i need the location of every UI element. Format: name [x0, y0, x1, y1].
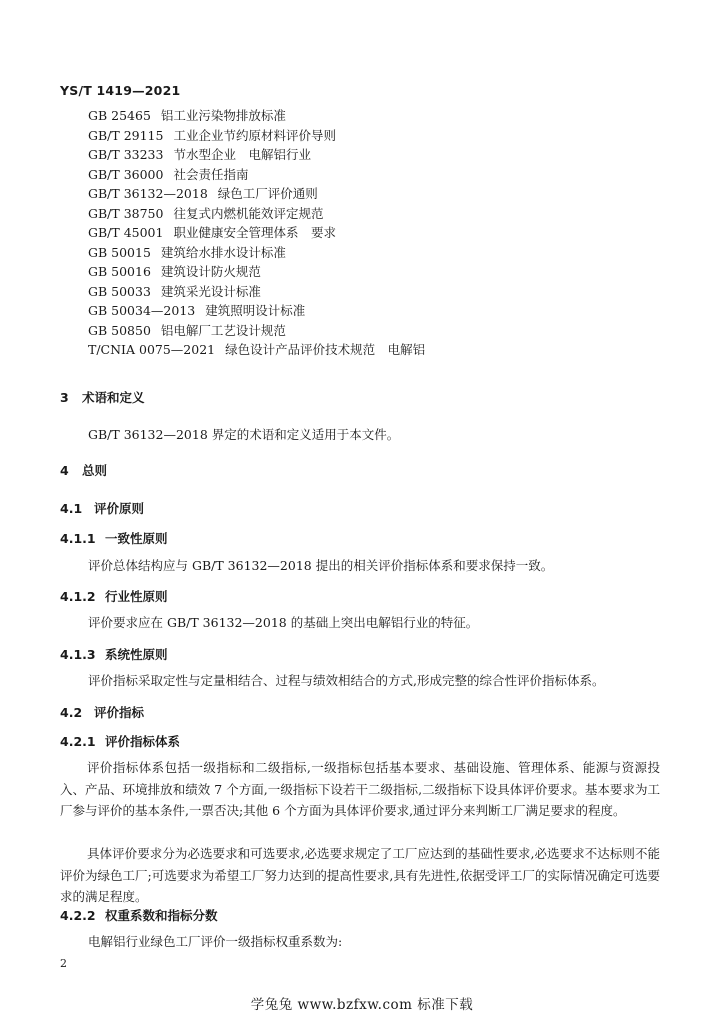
section-4-1-2-heading: [60, 587, 168, 605]
reference-item: [88, 282, 425, 302]
footer-watermark: 学兔兔 www.bzfxw.com 标准下载: [250, 997, 474, 1013]
reference-code: GB/T 29115: [88, 127, 164, 143]
page-number: 2: [60, 957, 67, 970]
standard-code-header: YS/T 1419—2021: [60, 83, 181, 98]
reference-code: T/CNIA 0075—2021: [88, 342, 216, 357]
section-4-1-heading: [60, 499, 144, 517]
reference-title: 建筑采光设计标准: [160, 283, 261, 299]
section-number: 4.1.2: [60, 589, 96, 604]
reference-item: [88, 165, 425, 185]
section-4-2-1-paragraph-1: 评价指标体系包括一级指标和二级指标,一级指标包括基本要求、基础设施、管理体系、能源与资源投入、产品、环境排放和绩效 7 个方面,一级指标下设若干二级指标,二级指标下设具体评价要求。基本要求为工厂参与评价的基本条件,一票否决;其他 6 个方面为具体评价要求,通过评分来判断工厂满足要求的程度。: [60, 760, 660, 818]
section-title: 评价指标体系: [105, 734, 181, 749]
reference-code: GB 50033: [88, 283, 151, 299]
reference-item: [88, 204, 425, 224]
reference-code: GB 50850: [88, 322, 151, 338]
section-number: 4.2: [60, 705, 83, 720]
section-title: 评价原则: [94, 501, 145, 516]
reference-item: [88, 243, 425, 263]
reference-title: 工业企业节约原材料评价导则: [173, 127, 336, 143]
reference-code: GB 50034—2013: [88, 303, 196, 318]
section-number: 4.1.1: [60, 531, 96, 546]
reference-code: GB/T 33233: [88, 147, 164, 162]
reference-item: [88, 340, 425, 360]
section-number: 4.1.3: [60, 647, 96, 662]
normative-references-list: [88, 106, 425, 360]
section-number: 3: [60, 390, 69, 405]
reference-code: GB 50015: [88, 244, 151, 260]
section-4-1-3-text: 评价指标采取定性与定量相结合、过程与绩效相结合的方式,形成完整的综合性评价指标体系。: [88, 673, 605, 688]
reference-title: 绿色设计产品评价技术规范 电解铝: [225, 342, 426, 357]
section-3-text: GB/T 36132—2018 界定的术语和定义适用于本文件。: [88, 427, 400, 442]
reference-title: 铝工业污染物排放标准: [160, 108, 286, 123]
section-title: 术语和定义: [82, 390, 145, 405]
reference-title: 往复式内燃机能效评定规范: [173, 205, 324, 221]
reference-item: [88, 301, 425, 321]
section-4-heading: [60, 461, 107, 479]
reference-title: 职业健康安全管理体系 要求: [173, 225, 336, 240]
reference-item: [88, 106, 425, 126]
reference-title: 建筑设计防火规范: [160, 264, 261, 279]
section-number: 4.2.1: [60, 734, 96, 749]
reference-item: [88, 145, 425, 165]
section-4-1-3-heading: [60, 645, 168, 663]
section-4-2-1-paragraph-2: 具体评价要求分为必选要求和可选要求,必选要求规定了工厂应达到的基础性要求,必选要求不达标则不能评价为绿色工厂;可选要求为希望工厂努力达到的提高性要求,具有先进性,依据受评工厂的实际情况确定可选要求的满足程度。: [60, 846, 660, 904]
section-4-1-1-text: 评价总体结构应与 GB/T 36132—2018 提出的相关评价指标体系和要求保持一致。: [88, 558, 554, 573]
section-number: 4: [60, 463, 69, 478]
reference-item: [88, 262, 425, 282]
section-4-2-heading: [60, 703, 144, 721]
section-title: 一致性原则: [105, 531, 168, 546]
reference-item: [88, 126, 425, 146]
reference-title: 铝电解厂工艺设计规范: [160, 322, 286, 338]
reference-title: 社会责任指南: [173, 166, 249, 182]
reference-item: [88, 223, 425, 243]
reference-code: GB/T 36132—2018: [88, 186, 208, 201]
reference-code: GB/T 45001: [88, 225, 164, 240]
section-3-heading: [60, 388, 145, 406]
section-title: 系统性原则: [105, 647, 168, 662]
reference-title: 建筑照明设计标准: [205, 303, 306, 318]
section-4-2-2-text: 电解铝行业绿色工厂评价一级指标权重系数为:: [88, 934, 343, 949]
section-4-1-1-heading: [60, 529, 168, 547]
section-4-2-2-heading: [60, 906, 218, 924]
section-number: 4.1: [60, 501, 83, 516]
reference-title: 绿色工厂评价通则: [217, 186, 318, 201]
section-title: 总则: [82, 463, 108, 478]
reference-code: GB 50016: [88, 264, 151, 279]
reference-item: [88, 184, 425, 204]
section-number: 4.2.2: [60, 908, 96, 923]
reference-code: GB/T 36000: [88, 166, 164, 182]
section-title: 行业性原则: [105, 589, 168, 604]
section-4-2-1-heading: [60, 732, 180, 750]
reference-code: GB/T 38750: [88, 205, 164, 221]
reference-title: 建筑给水排水设计标准: [160, 244, 286, 260]
reference-code: GB 25465: [88, 108, 151, 123]
reference-title: 节水型企业 电解铝行业: [173, 147, 311, 162]
section-title: 权重系数和指标分数: [105, 908, 218, 923]
reference-item: [88, 321, 425, 341]
section-title: 评价指标: [94, 705, 145, 720]
section-4-1-2-text: 评价要求应在 GB/T 36132—2018 的基础上突出电解铝行业的特征。: [88, 615, 479, 630]
